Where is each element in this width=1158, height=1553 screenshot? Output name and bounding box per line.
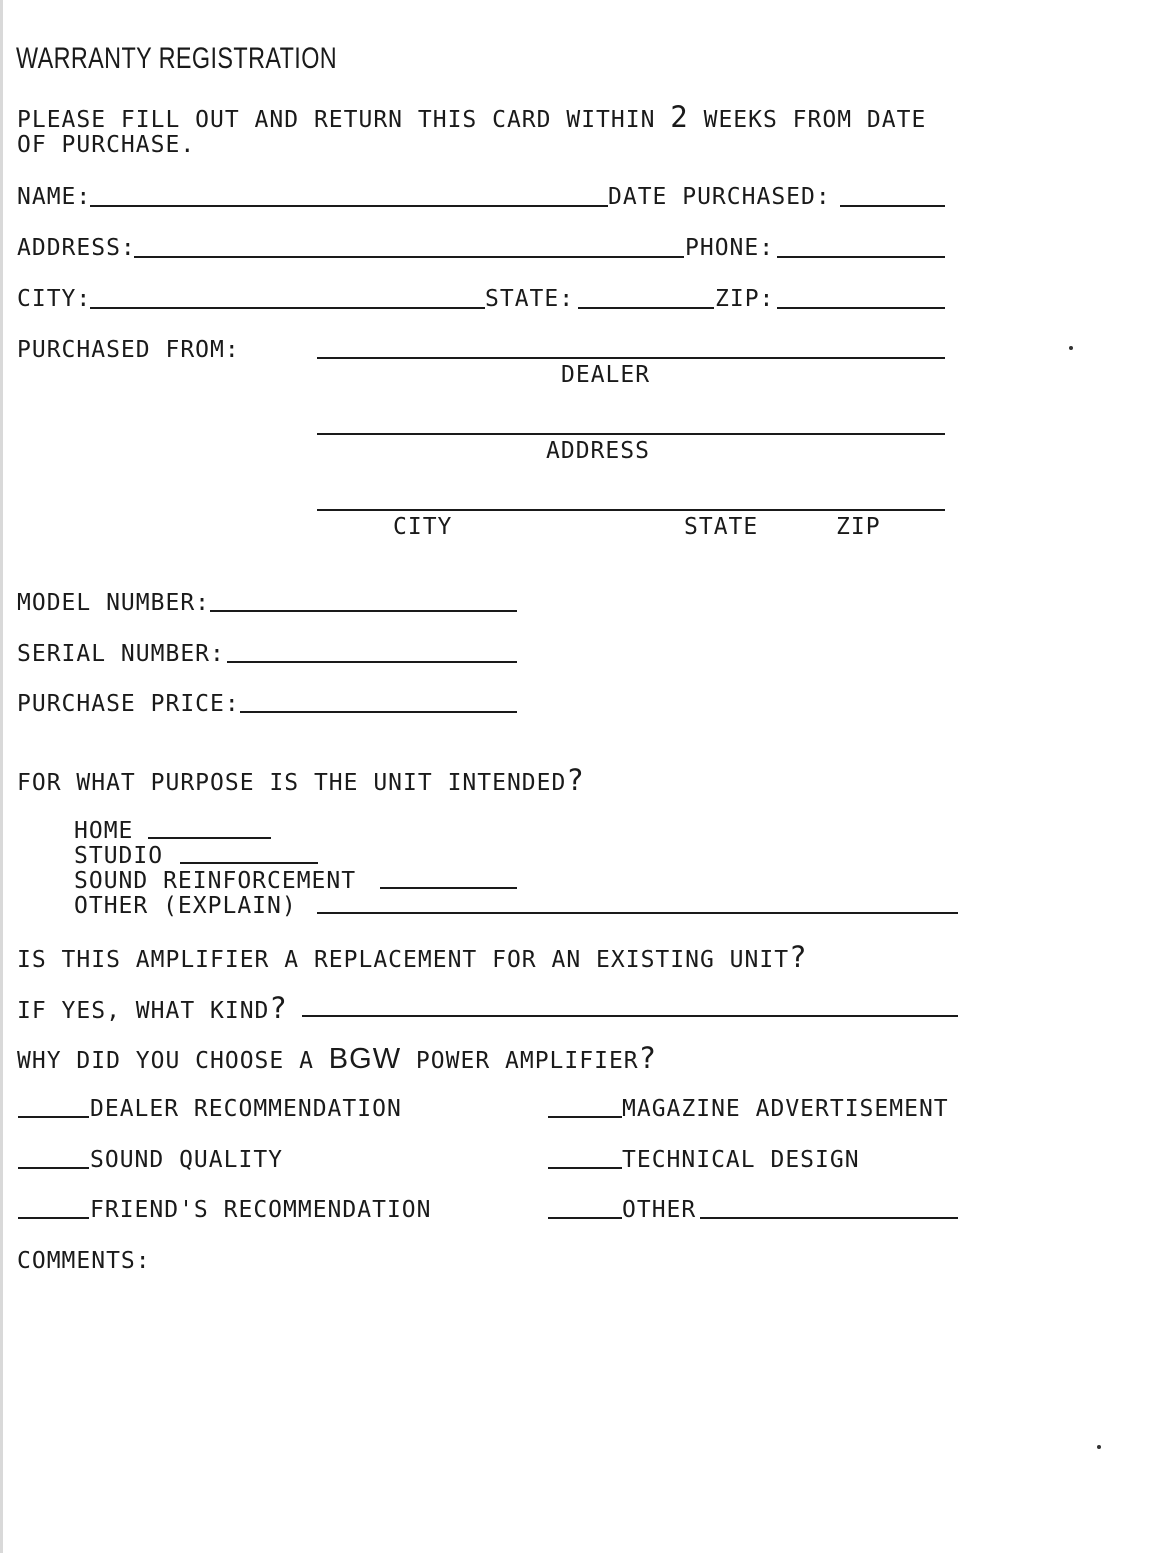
purpose-studio-field[interactable] — [180, 862, 318, 864]
replacement-question: IS THIS AMPLIFIER A REPLACEMENT FOR AN EXISTING UNIT? — [17, 940, 808, 974]
reason-other-field[interactable] — [700, 1217, 958, 1219]
date-purchased-field[interactable] — [840, 205, 945, 207]
purpose-home-field[interactable] — [148, 837, 271, 839]
reason-friends-recommendation: FRIEND'S RECOMMENDATION — [90, 1197, 432, 1223]
phone-field[interactable] — [777, 256, 945, 258]
replacement-kind-field[interactable] — [302, 1015, 958, 1017]
city-label: CITY: — [17, 286, 92, 312]
form-title: WARRANTY REGISTRATION — [16, 42, 338, 75]
reason-magazine-advertisement: MAGAZINE ADVERTISEMENT — [622, 1096, 949, 1122]
state-field[interactable] — [578, 307, 714, 309]
reason-technical-checkline[interactable] — [548, 1167, 622, 1169]
reason-other: OTHER — [622, 1197, 697, 1223]
dealer-address-field[interactable] — [317, 433, 945, 435]
purchase-price-field[interactable] — [240, 711, 517, 713]
purpose-sound-reinforcement-field[interactable] — [380, 887, 517, 889]
reason-technical-design: TECHNICAL DESIGN — [622, 1147, 860, 1173]
dealer-city-caption: CITY — [393, 514, 453, 540]
reason-sound-quality: SOUND QUALITY — [90, 1147, 284, 1173]
weeks-number: 2 — [670, 100, 689, 134]
name-label: NAME: — [17, 184, 92, 210]
choice-question: WHY DID YOU CHOOSE A BGW POWER AMPLIFIER? — [17, 1041, 658, 1075]
zip-label: ZIP: — [715, 286, 775, 312]
model-number-field[interactable] — [210, 610, 517, 612]
state-label: STATE: — [485, 286, 575, 312]
address-field[interactable] — [134, 256, 684, 258]
purchased-from-label: PURCHASED FROM: — [17, 337, 240, 363]
replacement-kind-label: IF YES, WHAT KIND? — [17, 991, 288, 1025]
dealer-state-caption: STATE — [684, 514, 759, 540]
dealer-caption: DEALER — [561, 362, 651, 388]
city-field[interactable] — [90, 307, 485, 309]
name-field[interactable] — [90, 205, 608, 207]
phone-label: PHONE: — [685, 235, 775, 261]
dealer-address-caption: ADDRESS — [546, 438, 650, 464]
serial-number-label: SERIAL NUMBER: — [17, 641, 225, 667]
serial-number-field[interactable] — [227, 661, 517, 663]
scan-speck — [1097, 1445, 1101, 1449]
dealer-city-state-zip-field[interactable] — [317, 509, 945, 511]
reason-dealer-checkline[interactable] — [18, 1116, 89, 1118]
purpose-option-sound-reinforcement: SOUND REINFORCEMENT — [74, 868, 357, 894]
scan-speck — [1069, 346, 1073, 350]
zip-field[interactable] — [777, 307, 945, 309]
model-number-label: MODEL NUMBER: — [17, 590, 211, 616]
purpose-option-home: HOME — [74, 818, 134, 844]
instructions-line-2: OF PURCHASE. — [17, 132, 196, 158]
date-purchased-label: DATE PURCHASED: — [608, 184, 831, 210]
reason-sound-checkline[interactable] — [18, 1167, 89, 1169]
comments-label: COMMENTS: — [17, 1248, 151, 1274]
address-label: ADDRESS: — [17, 235, 136, 261]
comments-area[interactable] — [17, 1285, 957, 1525]
scan-edge — [0, 0, 3, 1553]
dealer-field[interactable] — [317, 357, 945, 359]
reason-friend-checkline[interactable] — [18, 1217, 89, 1219]
instructions-line-1: PLEASE FILL OUT AND RETURN THIS CARD WITHIN 2 WEEKS FROM DATE — [17, 100, 927, 134]
purchase-price-label: PURCHASE PRICE: — [17, 691, 240, 717]
reason-magazine-checkline[interactable] — [548, 1116, 622, 1118]
reason-other-checkline[interactable] — [548, 1217, 622, 1219]
purpose-option-other: OTHER (EXPLAIN) — [74, 893, 297, 919]
purpose-option-studio: STUDIO — [74, 843, 164, 869]
purpose-other-field[interactable] — [317, 912, 958, 914]
brand-name: BGW — [328, 1043, 402, 1075]
purpose-question: FOR WHAT PURPOSE IS THE UNIT INTENDED? — [17, 763, 585, 797]
dealer-zip-caption: ZIP — [836, 514, 881, 540]
reason-dealer-recommendation: DEALER RECOMMENDATION — [90, 1096, 402, 1122]
